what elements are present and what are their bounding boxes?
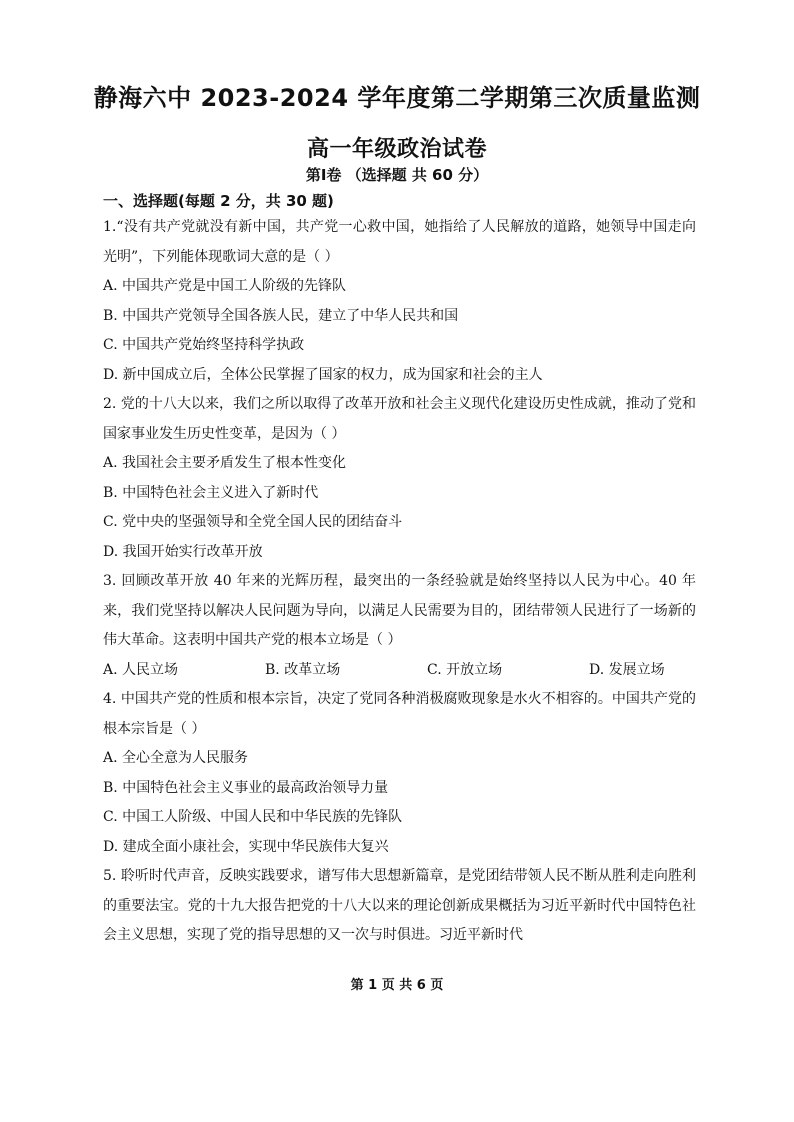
option-b: B. 中国特色社会主义进入了新时代 bbox=[103, 484, 319, 501]
option-d: D. 建成全面小康社会，实现中华民族伟大复兴 bbox=[103, 838, 389, 855]
option-b: B. 中国共产党领导全国各族人民，建立了中华人民共和国 bbox=[103, 307, 459, 324]
question-2 bbox=[103, 390, 696, 567]
exam-subtitle: 高一年级政治试卷 bbox=[306, 137, 487, 162]
question-stem: 1.“没有共产党就没有新中国，共产党一心救中国，她指给了人民解放的道路，她领导中国走向光明”，下列能体现歌词大意的是（ ） bbox=[103, 219, 696, 265]
option-a: A. 人民立场 bbox=[103, 661, 179, 678]
question-stem: 5. 聆听时代声音，反映实践要求，谱写伟大思想新篇章，是党团结带领人民不断从胜利走向胜利的重要法宝。党的十九大报告把党的十八大以来的理论创新成果概括为习近平新时代中国特色社会主义思想，实现了党的指导思想的又一次与时俱进。习近平新时代 bbox=[103, 868, 696, 943]
question-stem: 4. 中国共产党的性质和根本宗旨，决定了党同各种消极腐败现象是水火不相容的。中国共产党的根本宗旨是（ ） bbox=[103, 691, 696, 737]
option-b: B. 改革立场 bbox=[265, 661, 341, 678]
option-c: C. 中国共产党始终坚持科学执政 bbox=[103, 337, 305, 353]
option-c: C. 开放立场 bbox=[427, 661, 503, 678]
option-d: D. 新中国成立后，全体公民掌握了国家的权力，成为国家和社会的主人 bbox=[103, 366, 543, 383]
question-stem: 2. 党的十八大以来，我们之所以取得了改革开放和社会主义现代化建设历史性成就，推动了党和国家事业发生历史性变革，是因为（ ） bbox=[103, 396, 696, 442]
question-1 bbox=[103, 213, 696, 390]
option-a: A. 全心全意为人民服务 bbox=[103, 750, 249, 766]
page-number: 第 1 页 共 6 页 bbox=[350, 978, 444, 993]
option-a: A. 中国共产党是中国工人阶级的先锋队 bbox=[103, 278, 347, 294]
question-4 bbox=[103, 685, 696, 862]
part-heading: 第Ⅰ卷 （选择题 共 60 分） bbox=[305, 166, 489, 184]
question-list bbox=[103, 213, 696, 951]
section-heading: 一、选择题(每题 2 分，共 30 题) bbox=[103, 192, 334, 210]
option-c: C. 中国工人阶级、中国人民和中华民族的先锋队 bbox=[103, 809, 403, 825]
option-d: D. 发展立场 bbox=[589, 661, 665, 678]
question-3 bbox=[103, 567, 696, 685]
exam-title: 静海六中 2023-2024 学年度第二学期第三次质量监测 bbox=[93, 84, 701, 112]
options-row bbox=[103, 656, 696, 686]
option-a: A. 我国社会主要矛盾发生了根本性变化 bbox=[103, 455, 347, 471]
question-5 bbox=[103, 862, 696, 951]
option-c: C. 党中央的坚强领导和全党全国人民的团结奋斗 bbox=[103, 514, 403, 530]
question-stem: 3. 回顾改革开放 40 年来的光辉历程，最突出的一条经验就是始终坚持以人民为中心。40 年来，我们党坚持以解决人民问题为导向，以满足人民需要为目的，团结带领人民进行了一场新的伟大革命。这表明中国共产党的根本立场是（ ） bbox=[103, 573, 696, 648]
option-d: D. 我国开始实行改革开放 bbox=[103, 543, 263, 560]
option-b: B. 中国特色社会主义事业的最高政治领导力量 bbox=[103, 779, 389, 796]
